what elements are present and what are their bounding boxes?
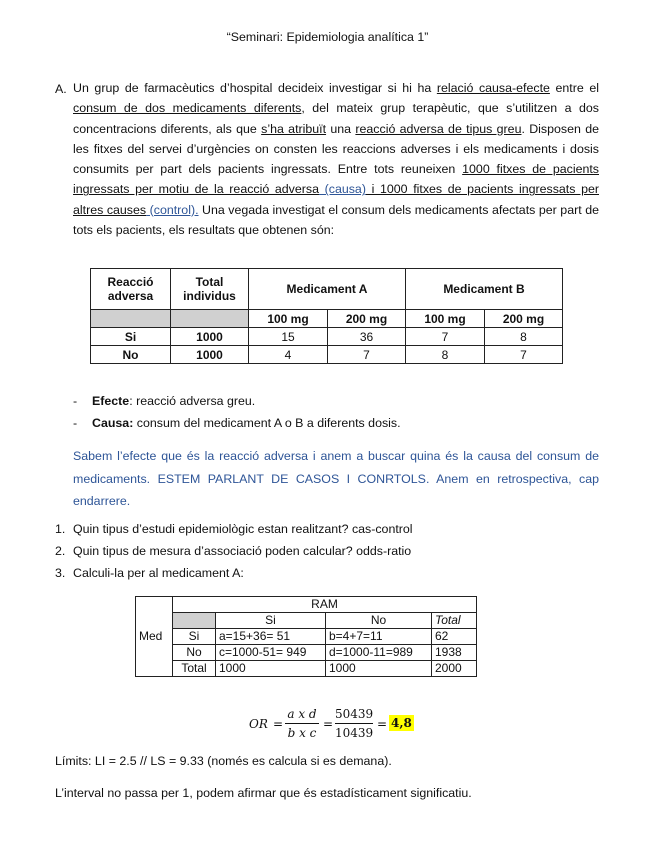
document-title: “Seminari: Epidemiologia analítica 1” — [226, 30, 429, 44]
row-label: Si — [173, 629, 216, 645]
cell-total: 62 — [432, 629, 477, 645]
cell-total-no: 1000 — [326, 661, 432, 677]
row-total: 1000 — [171, 346, 249, 364]
row-label: No — [91, 346, 171, 364]
question-3 — [55, 566, 244, 580]
equals-sign: = — [273, 717, 284, 731]
text-run: . Disposen de les fitxes del servei d’urgències on consten les reaccions adverses i els medicaments i dosis consumits per part dels pacients ingressats. Entre tots reuneixen — [73, 121, 599, 177]
text-run: una — [326, 121, 356, 136]
or-symbol: OR — [249, 717, 268, 731]
cell-grand-total: 2000 — [432, 661, 477, 677]
row-label: Si — [91, 328, 171, 346]
dose-header: 200 mg — [485, 310, 563, 328]
header-medicament-b: Medicament B — [406, 269, 563, 310]
dose-header: 200 mg — [328, 310, 406, 328]
question-text: Quin tipus de mesura d’associació poden calcular? odds-ratio — [73, 544, 412, 558]
question-text: Quin tipus d’estudi epidemiològic estan realitzant? cas-control — [73, 522, 413, 536]
question-number: 3. — [55, 566, 66, 580]
row-label: No — [173, 645, 216, 661]
fraction-numerator: a x d — [287, 707, 317, 721]
section-letter: A. — [55, 82, 67, 96]
dose-header: 100 mg — [406, 310, 485, 328]
cell: 36 — [328, 328, 406, 346]
empty-cell — [91, 310, 171, 328]
bullet-text: consum del medicament A o B a diferents dosis. — [133, 416, 401, 430]
cell: 8 — [485, 328, 563, 346]
text-run: Un grup de farmacèutics d’hospital decideix investigar si hi ha — [73, 81, 437, 95]
section-a-paragraph — [73, 78, 599, 240]
question-1 — [55, 522, 413, 536]
cell-a: a=15+36= 51 — [216, 629, 326, 645]
cell-b: b=4+7=11 — [326, 629, 432, 645]
col-no: No — [326, 613, 432, 629]
underlined-blue-run: (control). — [146, 202, 199, 217]
bullet-term: Efecte — [92, 394, 130, 408]
fraction-denominator: b x c — [287, 726, 317, 740]
bullet-term: Causa: — [92, 416, 134, 430]
bullet-dash: - — [73, 416, 78, 430]
fraction-bar — [335, 723, 373, 724]
med-label: Med — [136, 597, 173, 677]
blue-note: Sabem l’efecte que és la reacció adversa i anem a buscar quina és la causa del consum de medicaments. ESTEM PARLANT DE CASOS I CONRTOLS. Anem en retrospectiva, cap endarrere. — [73, 449, 599, 508]
text-run: , del mateix grup terapèutic, que s’utilitzen a dos concentracions diferents, als que — [73, 101, 599, 136]
fraction-denominator: 10439 — [335, 726, 374, 740]
col-si: Si — [216, 613, 326, 629]
cell: 4 — [249, 346, 328, 364]
header-medicament-a: Medicament A — [249, 269, 406, 310]
cell: 15 — [249, 328, 328, 346]
table-row — [136, 661, 477, 677]
ram-header: RAM — [173, 597, 477, 613]
underlined-run: relació causa-efecte — [436, 81, 550, 95]
underlined-run: 1000 fitxes de pacients ingressats per motiu de la reacció adversa — [73, 162, 599, 197]
row-total: 1000 — [171, 328, 249, 346]
odds-ratio-result: 4,8 — [391, 716, 412, 730]
bullet-dash: - — [73, 394, 78, 408]
cell: 7 — [406, 328, 485, 346]
header-reaccio: Reacció adversa — [91, 269, 171, 310]
fraction-bar — [285, 723, 319, 724]
underlined-run: reacció adversa de tipus greu — [355, 121, 522, 136]
equals-sign: = — [377, 717, 388, 731]
contingency-table — [135, 596, 477, 677]
cell-total: 1938 — [432, 645, 477, 661]
results-table — [90, 268, 563, 364]
empty-cell — [171, 310, 249, 328]
table-row — [91, 346, 563, 364]
empty-cell — [173, 613, 216, 629]
limits-text: Límits: LI = 2.5 // LS = 9.33 (només es calcula si es demana). — [55, 754, 392, 768]
cell-d: d=1000-11=989 — [326, 645, 432, 661]
table-row — [91, 328, 563, 346]
cell-c: c=1000-51= 949 — [216, 645, 326, 661]
question-text: Calculi-la per al medicament A: — [73, 566, 244, 580]
row-label: Total — [173, 661, 216, 677]
cell: 7 — [485, 346, 563, 364]
question-2 — [55, 544, 411, 558]
question-number: 2. — [55, 544, 66, 558]
underlined-run: consum de dos medicaments diferents — [73, 101, 302, 116]
underlined-run: i 1000 fitxes de pacients ingressats per altres causes — [73, 182, 599, 217]
table-row — [136, 629, 477, 645]
underlined-run: s’ha atribuït — [261, 121, 327, 136]
cell: 7 — [328, 346, 406, 364]
bullet-text: : reacció adversa greu. — [129, 394, 256, 408]
underlined-blue-run: (causa) — [318, 182, 366, 197]
dose-header: 100 mg — [249, 310, 328, 328]
question-number: 1. — [55, 522, 66, 536]
conclusion-text: L’interval no passa per 1, podem afirmar que és estadísticament significatiu. — [55, 786, 472, 800]
fraction-numerator: 50439 — [335, 707, 374, 721]
text-run: entre el — [549, 81, 599, 95]
col-total: Total — [432, 613, 477, 629]
cell-total-si: 1000 — [216, 661, 326, 677]
table-row — [136, 645, 477, 661]
header-total: Total individus — [171, 269, 249, 310]
text-run: Una vegada investigat el consum dels medicaments afectats per part de tots els pacients, els resultats que obtenen són: — [73, 202, 599, 238]
cell: 8 — [406, 346, 485, 364]
equals-sign: = — [323, 717, 334, 731]
